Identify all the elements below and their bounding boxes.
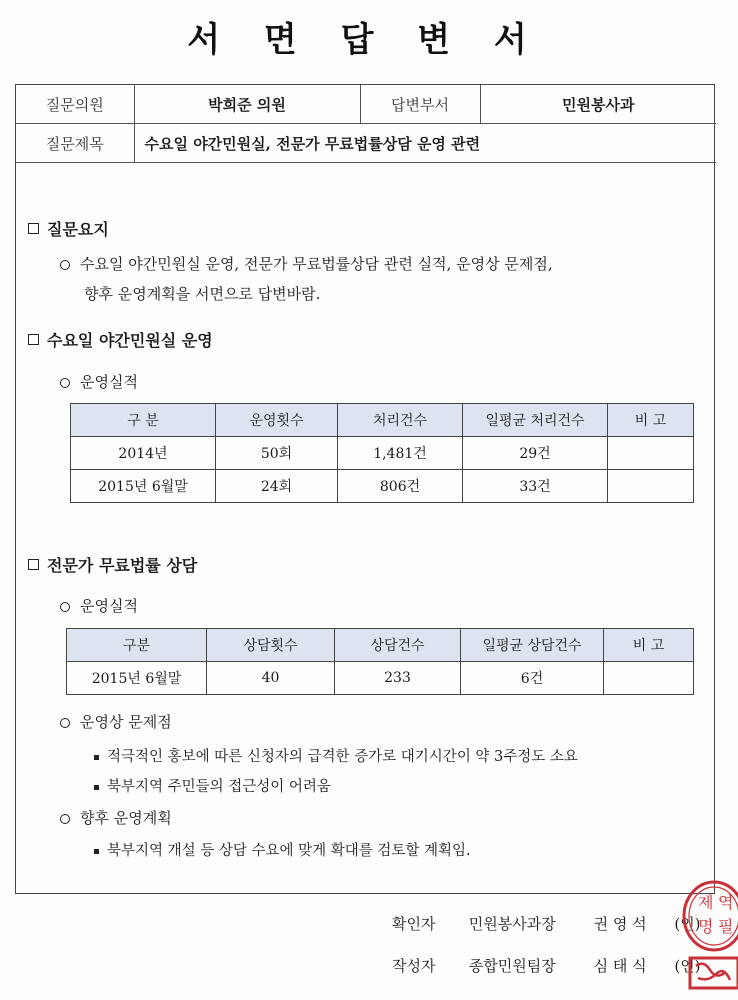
table-cell: 24회	[216, 470, 338, 503]
subject-value: 수요일 야간민원실, 전문가 무료법률상담 운영 관련	[134, 124, 716, 163]
table-cell: 1,481건	[338, 437, 463, 470]
column-header: 비 고	[604, 629, 694, 662]
plan-heading: 향후 운영계획	[60, 803, 172, 833]
circle-bullet-icon	[60, 378, 70, 388]
table-row	[71, 470, 694, 503]
list-item: 북부지역 개설 등 상담 수요에 맞게 확대를 검토할 계획임.	[94, 839, 471, 863]
table-cell: 2015년 6월말	[67, 662, 207, 695]
circle-bullet-icon	[60, 718, 70, 728]
document-frame	[15, 84, 715, 894]
checkbox-square-icon	[28, 334, 39, 345]
square-bullet-icon	[94, 755, 99, 760]
circle-bullet-icon	[60, 602, 70, 612]
confirm-signature-line: 확인자 민원봉사과장 권 영 석 (인)	[392, 915, 701, 933]
night-office-table	[70, 403, 694, 503]
table-cell	[608, 437, 694, 470]
table-cell: 806건	[338, 470, 463, 503]
questioner-label: 질문의원	[16, 85, 134, 124]
list-item: 적극적인 홍보에 따른 신청자의 급격한 증가로 대기시간이 약 3주정도 소요	[94, 745, 578, 769]
column-header: 운영횟수	[216, 404, 338, 437]
column-header: 상담건수	[335, 629, 461, 662]
subject-label: 질문제목	[16, 124, 134, 163]
checkbox-square-icon	[28, 223, 39, 234]
table-row	[67, 662, 694, 695]
list-item: 북부지역 주민들의 접근성이 어려움	[94, 775, 331, 799]
column-header: 구 분	[71, 404, 216, 437]
dept-label: 답변부서	[360, 85, 480, 124]
section-heading: 질문요지	[28, 217, 109, 240]
table-cell: 40	[207, 662, 335, 695]
checkbox-square-icon	[28, 559, 39, 570]
red-seal-stamp-icon	[672, 880, 738, 990]
questioner-value: 박희준 의원	[134, 85, 360, 124]
question-summary: 수요일 야간민원실 운영, 전문가 무료법률상담 관련 실적, 운영상 문제점, 향후 운영계획을 서면으로 답변바람.	[60, 249, 710, 309]
table-cell: 50회	[216, 437, 338, 470]
column-header: 처리건수	[338, 404, 463, 437]
column-header: 일평균 처리건수	[463, 404, 608, 437]
column-header: 상담횟수	[207, 629, 335, 662]
table-row	[71, 437, 694, 470]
table-cell: 2015년 6월말	[71, 470, 216, 503]
section-heading: 전문가 무료법률 상담	[28, 553, 197, 576]
svg-text:역: 역	[718, 893, 734, 912]
svg-text:제: 제	[698, 893, 714, 912]
section-heading: 수요일 야간민원실 운영	[28, 328, 213, 351]
circle-bullet-icon	[60, 260, 70, 270]
dept-value: 민원봉사과	[480, 85, 716, 124]
square-bullet-icon	[94, 849, 99, 854]
table-cell	[608, 470, 694, 503]
svg-text:명: 명	[698, 917, 714, 936]
table-cell: 29건	[463, 437, 608, 470]
table-cell: 6건	[461, 662, 604, 695]
column-header: 일평균 상담건수	[461, 629, 604, 662]
subsection-title: 운영실적	[60, 591, 138, 621]
table-cell: 233	[335, 662, 461, 695]
table-cell	[604, 662, 694, 695]
column-header: 구분	[67, 629, 207, 662]
column-header: 비 고	[608, 404, 694, 437]
problems-heading: 운영상 문제점	[60, 707, 172, 737]
subsection-title: 운영실적	[60, 367, 138, 397]
legal-consult-table	[66, 628, 694, 695]
svg-text:필: 필	[718, 917, 734, 936]
table-cell: 33건	[463, 470, 608, 503]
writer-signature-line: 작성자 종합민원팀장 심 태 식 (인)	[392, 957, 701, 975]
header-table	[16, 85, 716, 163]
circle-bullet-icon	[60, 814, 70, 824]
table-cell: 2014년	[71, 437, 216, 470]
document-title: 서 면 답 변 서	[187, 20, 543, 60]
square-bullet-icon	[94, 785, 99, 790]
